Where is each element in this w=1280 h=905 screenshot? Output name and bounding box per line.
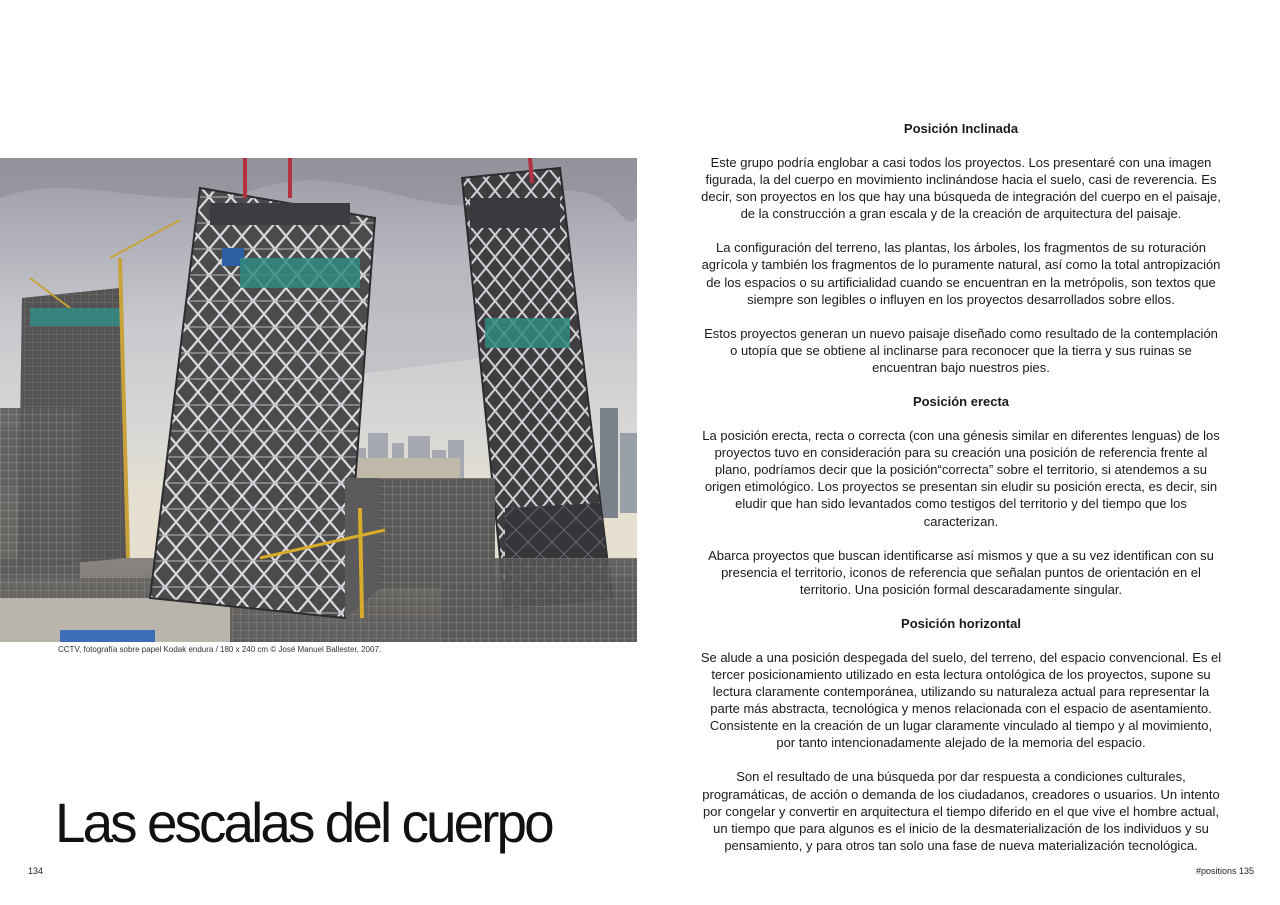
paragraph: Estos proyectos generan un nuevo paisaje diseñado como resultado de la contemplación o utopía que se obtiene al inclinarse para reconocer que la tierra y sus ruinas se encuentran bajo nuestros pies.	[704, 325, 1218, 375]
text-column	[700, 120, 1222, 854]
cctv-construction-photo	[0, 158, 637, 642]
section-heading-horizontal: Posición horizontal	[901, 615, 1021, 631]
paragraph: La posición erecta, recta o correcta (con una génesis similar en diferentes lenguas) de los proyectos tuvo en consideración para su creación una posición de referencia frente al plano, podríamos decir que la posición“correcta” sobre el territorio, si atendemos a su origen etimológico. Los proyectos se presentan sin eludir su posición erecta, es decir, sin eludir que han sido levantados como testigos del territorio y del tiempo que los caracterizan.	[702, 428, 1220, 529]
paragraph: Son el resultado de una búsqueda por dar respuesta a condiciones culturales, programáticas, de acción o demanda de los ciudadanos, creadores o usuarios. Un intento por congelar y convertir en arquitectura el tiempo diferido en el que vive el hombre actual, un tiempo que para algunos es el inicio de la desmaterialización de los individuos y su pensamiento, y para otros tan solo una fase de nueva materialización tecnológica.	[702, 769, 1220, 853]
chapter-title: Las escalas del cuerpo	[55, 791, 552, 854]
paragraph: Se alude a una posición despegada del suelo, del terreno, del espacio convencional. Es el tercer posicionamiento utilizado en esta lectura ontológica de los proyectos, supone su lectura claramente contemporánea, utilizando su naturaleza actual para representar la parte más abstracta, tecnológica y menos relacionada con el espacio de asentamiento. Consistente en la creación de un lugar claramente vinculado al tiempo y al movimiento, por tanto intencionadamente alejado de la memoria del espacio.	[700, 649, 1222, 751]
section-heading-erecta: Posición erecta	[912, 394, 1010, 410]
page-number-left: 134	[28, 866, 44, 876]
paragraph: La configuración del terreno, las plantas, los árboles, los fragmentos de su roturación agrícola y también los fragmentos de lo puramente natural, así como la total antropización de los espacios o su artificialidad cuando se encuentran en la metrópolis, son textos que siempre son legibles o influyen en los proyectos desarrollados sobre ellos.	[701, 240, 1221, 307]
section-heading-inclinada: Posición Inclinada	[903, 121, 1019, 136]
page-number-right: #positions 135	[1195, 866, 1254, 876]
paragraph: Abarca proyectos que buscan identificarse así mismos y que a su vez identifican con su presencia el territorio, iconos de referencia que señalan puntos de orientación en el territorio. Una posición formal descaradamente singular.	[708, 547, 1214, 597]
paragraph: Este grupo podría englobar a casi todos los proyectos. Los presentaré con una imagen figurada, la del cuerpo en movimiento inclinándose hacia el suelo, casi de reverencia. Es decir, son proyectos en los que hay una búsqueda de integración del cuerpo en el paisaje, de la construcción a gran escala y de la creación de arquitectura del paisaje.	[701, 155, 1221, 222]
photo-caption: CCTV, fotografía sobre papel Kodak endura / 180 x 240 cm © José Manuel Ballester, 2007.	[58, 645, 382, 654]
